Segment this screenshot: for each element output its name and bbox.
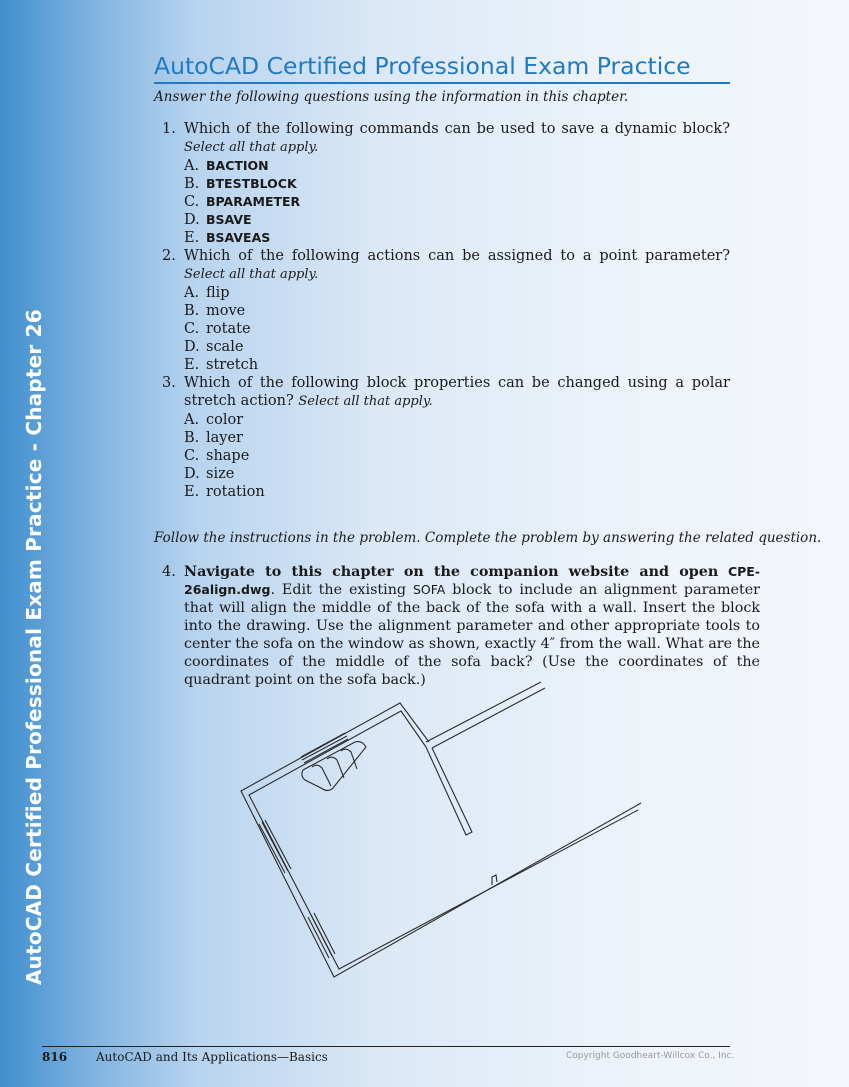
option: B. BTESTBLOCK — [184, 176, 297, 192]
question-number: 4. — [162, 564, 176, 580]
option: E. stretch — [184, 357, 259, 373]
option: B. layer — [184, 430, 243, 446]
book-title: AutoCAD and Its Applications—Basics — [96, 1050, 328, 1064]
question-number: 3. — [162, 375, 176, 391]
footer-rule — [42, 1046, 730, 1047]
question-note: Select all that apply. — [184, 140, 319, 155]
page-number: 816 — [42, 1050, 68, 1064]
question-note: Select all that apply. — [184, 267, 319, 282]
question-number: 2. — [162, 248, 176, 264]
question-text: Navigate to this chapter on the companion website and open CPE-26align.dwg. Edit the existing SOFA block to include an alignment parameter that will align the middle of the back of the sofa with a wall. Insert the block into the drawing. Use the alignment parameter and other appropriate tools to center the sofa on the window as shown, exactly 4″ from the wall. What are the coordinates of the middle of the sofa back? (Use the coordinates of the quadrant point on the sofa back.) — [184, 564, 761, 688]
option: B. move — [184, 303, 246, 319]
question-number: 1. — [162, 121, 176, 137]
option: E. BSAVEAS — [184, 230, 271, 246]
room-walls — [241, 682, 641, 977]
section-intro: Answer the following questions using the information in this chapter. — [154, 89, 629, 105]
question-text: Which of the following block properties can be changed using a polar stretch action? Select all that apply. — [184, 375, 730, 409]
problem-instructions: Follow the instructions in the problem. Complete the problem by answering the related question. — [154, 530, 822, 546]
option: D. BSAVE — [184, 212, 252, 228]
window-left — [259, 820, 291, 873]
question-text: Which of the following commands can be used to save a dynamic block? Select all that apply. — [184, 121, 730, 155]
option: D. scale — [184, 339, 244, 355]
option: C. shape — [184, 448, 250, 464]
option: C. BPARAMETER — [184, 194, 301, 210]
question-note: Select all that apply. — [298, 394, 433, 409]
option: A. color — [184, 412, 244, 428]
option: A. BACTION — [184, 158, 269, 174]
option: D. size — [184, 466, 235, 482]
sofa-block — [302, 742, 366, 791]
option: C. rotate — [184, 321, 251, 337]
block-name: SOFA — [412, 582, 446, 597]
question-text: Which of the following actions can be assigned to a point parameter? Select all that apply. — [184, 248, 730, 282]
option: A. flip — [184, 285, 230, 301]
file-name: CPE-26align.dwg — [184, 564, 760, 597]
copyright-notice: Copyright Goodheart-Willcox Co., Inc. — [566, 1051, 735, 1061]
sidebar-chapter-title: AutoCAD Certified Professional Exam Practice - Chapter 26 — [22, 309, 46, 985]
option: E. rotation — [184, 484, 265, 500]
section-title: AutoCAD Certified Professional Exam Practice — [154, 52, 730, 84]
